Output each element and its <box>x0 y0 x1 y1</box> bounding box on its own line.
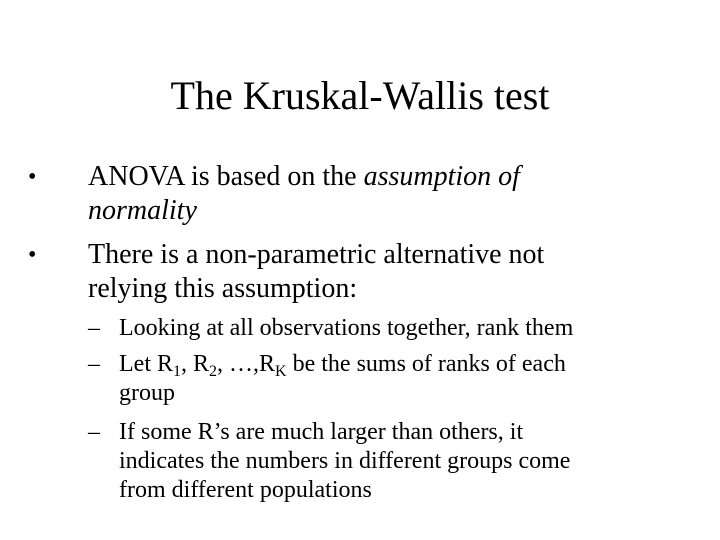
bullet-marker: • <box>28 242 37 268</box>
subbullet-text-c: , …,R <box>217 351 276 377</box>
subbullet-sums <box>0 350 720 410</box>
subbullet-conclusion <box>0 418 720 508</box>
subscript-1: 1 <box>173 363 181 380</box>
bullet-text-italic-cont: normality <box>88 195 197 226</box>
subbullet-line-2: group <box>119 380 175 406</box>
bullet-line-2: relying this assumption: <box>88 273 358 304</box>
subbullet-text-b: , R <box>181 351 210 377</box>
bullet-text-italic: assumption of <box>363 161 520 192</box>
subbullet-text <box>119 418 679 505</box>
bullet-nonparametric <box>0 238 720 308</box>
subbullet-text <box>119 350 679 408</box>
subbullet-marker: – <box>88 315 100 341</box>
bullet-text-plain: ANOVA is based on the <box>88 161 364 192</box>
subscript-2: 2 <box>209 363 218 380</box>
bullet-text <box>88 238 688 306</box>
subbullet-line-1: If some R’s are much larger than others, it <box>119 419 524 445</box>
bullet-line-1: There is a non-parametric alternative not <box>88 239 545 270</box>
subbullet-text-a: Let R <box>119 351 173 377</box>
subbullet-text <box>119 314 679 343</box>
bullet-marker: • <box>28 164 37 190</box>
subbullet-text-d: be the sums of ranks of each <box>286 351 566 377</box>
subscript-k: K <box>275 363 287 380</box>
subbullet-line-2: indicates the numbers in different groups come <box>119 448 571 474</box>
subbullet-line-1: Looking at all observations together, rank them <box>119 315 574 341</box>
subbullet-rank <box>0 314 720 344</box>
slide-title: The Kruskal-Wallis test <box>170 73 550 118</box>
subbullet-marker: – <box>88 351 100 377</box>
subbullet-marker: – <box>88 419 100 445</box>
bullet-anova <box>0 160 720 230</box>
subbullet-line-3: from different populations <box>119 477 372 503</box>
bullet-text <box>88 160 688 228</box>
